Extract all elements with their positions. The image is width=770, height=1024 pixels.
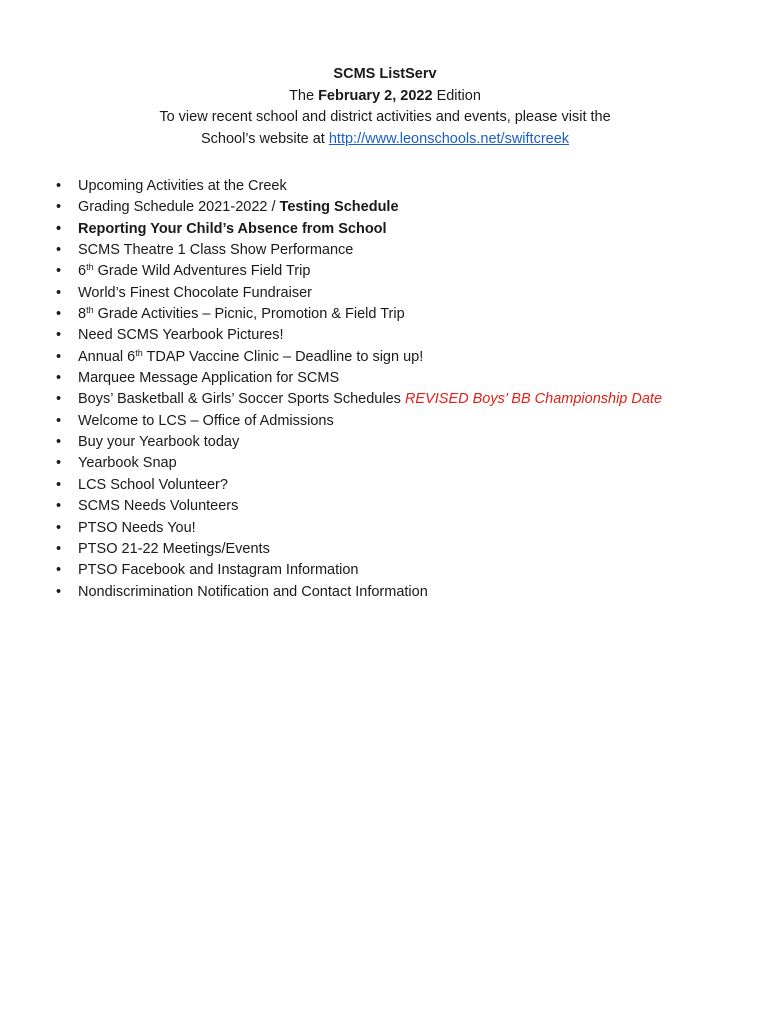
item-text: SCMS Theatre 1 Class Show Performance: [78, 242, 354, 259]
list-item: [56, 197, 746, 218]
list-item: [56, 539, 746, 560]
bullet: •: [56, 583, 62, 600]
bullet: •: [56, 370, 62, 387]
item-text: Nondiscrimination Notification and Contact Information: [78, 583, 428, 600]
item-text: SCMS Needs Volunteers: [78, 498, 239, 515]
list-item: [56, 304, 746, 325]
ordinal-suffix: th: [86, 305, 94, 316]
ordinal-suffix: th: [135, 347, 143, 358]
item-text: PTSO 21-22 Meetings/Events: [78, 540, 270, 557]
item-text: Buy your Yearbook today: [78, 434, 240, 451]
item-text-bold: Testing Schedule: [279, 199, 399, 216]
list-item: [56, 176, 746, 197]
list-item: [56, 582, 746, 603]
list-item: [56, 219, 746, 240]
list-item: [56, 347, 746, 368]
newsletter-title: SCMS ListServ: [333, 66, 437, 82]
item-text: Grading Schedule 2021-2022 /: [78, 199, 280, 216]
item-text: Grade Activities – Picnic, Promotion & Field Trip: [93, 306, 405, 323]
ordinal-suffix: th: [86, 262, 94, 273]
item-text: Boys’ Basketball & Girls’ Soccer Sports Schedules: [78, 391, 405, 408]
list-item: [56, 411, 746, 432]
item-text: Upcoming Activities at the Creek: [78, 178, 287, 194]
list-item: [56, 475, 746, 496]
newsletter-header: [0, 64, 770, 150]
item-text: PTSO Facebook and Instagram Information: [78, 562, 359, 579]
item-text: Reporting Your Child’s Absence from School: [78, 220, 387, 237]
bullet: •: [56, 284, 62, 301]
bullet: •: [56, 540, 62, 557]
item-text: Welcome to LCS – Office of Admissions: [78, 412, 334, 429]
bullet: •: [56, 434, 62, 451]
edition-line: [0, 86, 770, 108]
school-website-link[interactable]: http://www.leonschools.net/swiftcreek: [328, 130, 570, 147]
item-text: 8: [78, 306, 87, 323]
bullet: •: [56, 242, 62, 259]
list-item: [56, 261, 746, 282]
bullet: •: [56, 498, 62, 515]
list-item: [56, 496, 746, 517]
bullet: •: [56, 412, 62, 429]
edition-suffix: Edition: [432, 87, 481, 104]
bullet: •: [56, 455, 62, 472]
list-item: [56, 368, 746, 389]
list-item: [56, 432, 746, 453]
list-item: [56, 283, 746, 304]
list-item: [56, 560, 746, 581]
bullet: •: [56, 220, 62, 237]
topics-list: [56, 176, 746, 603]
list-item: [56, 240, 746, 261]
bullet: •: [56, 327, 62, 344]
bullet: •: [56, 263, 62, 280]
bullet: •: [56, 519, 62, 536]
item-text: LCS School Volunteer?: [78, 476, 228, 493]
edition-prefix: The: [289, 87, 319, 104]
item-text: Grade Wild Adventures Field Trip: [93, 263, 311, 280]
visit-line-2-prefix: School’s website at: [200, 130, 329, 147]
bullet: •: [56, 562, 62, 579]
item-text: PTSO Needs You!: [78, 519, 196, 536]
bullet: •: [56, 476, 62, 493]
bullet: •: [56, 199, 62, 216]
bullet: •: [56, 348, 62, 365]
item-text: World’s Finest Chocolate Fundraiser: [78, 284, 312, 301]
list-item: [56, 325, 746, 346]
list-item: [56, 453, 746, 474]
bullet: •: [56, 391, 62, 408]
item-text: Annual 6: [78, 348, 136, 365]
list-item: [56, 518, 746, 539]
item-text: TDAP Vaccine Clinic – Deadline to sign up!: [142, 348, 424, 365]
item-text: Need SCMS Yearbook Pictures!: [78, 327, 284, 344]
item-text: Marquee Message Application for SCMS: [78, 370, 340, 387]
item-text: Yearbook Snap: [78, 455, 177, 472]
visit-line-1: To view recent school and district activities and events, please visit the: [159, 109, 611, 125]
item-text: 6: [78, 263, 87, 280]
edition-date: February 2, 2022: [318, 87, 433, 104]
list-item: [56, 389, 746, 410]
visit-line-2: [0, 129, 770, 151]
bullet: •: [56, 178, 62, 194]
revised-notice: REVISED Boys’ BB Championship Date: [404, 391, 663, 408]
bullet: •: [56, 306, 62, 323]
